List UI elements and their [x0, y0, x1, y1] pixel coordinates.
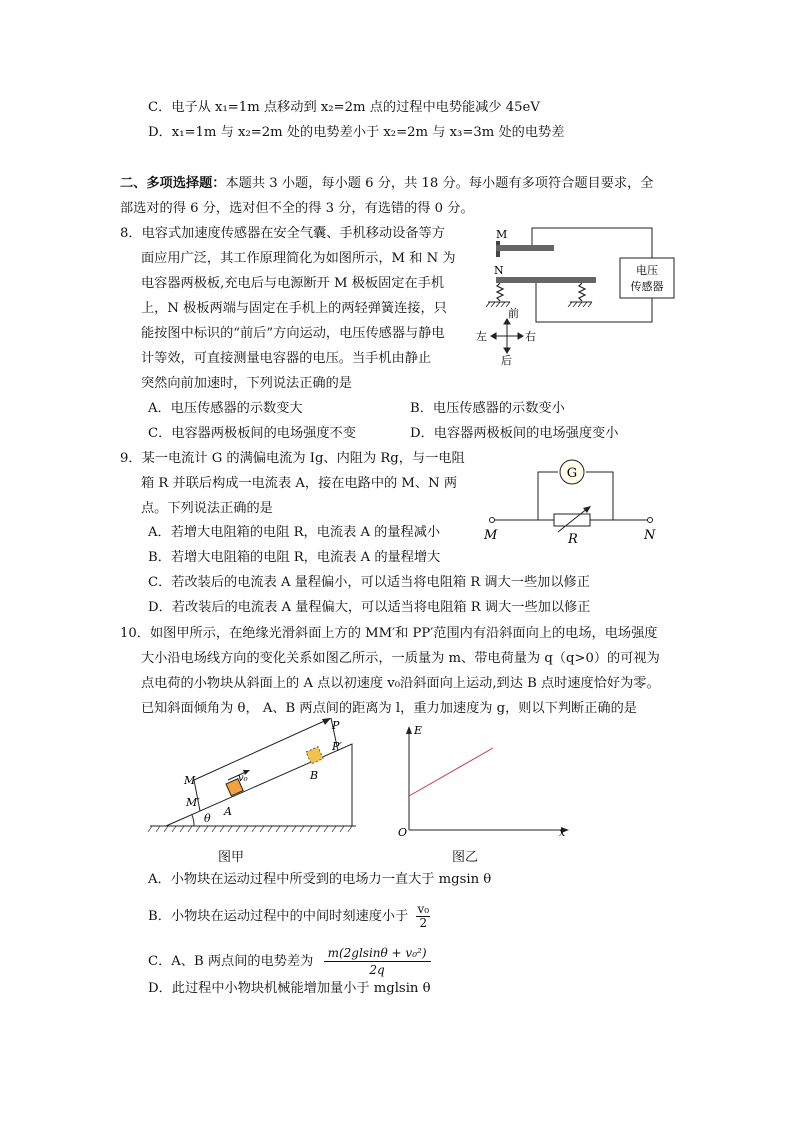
fig-a-caption: 图甲	[218, 850, 245, 865]
fraction-numerator: v₀	[417, 902, 430, 916]
label-a: A	[224, 805, 232, 818]
label-x: x	[559, 826, 566, 839]
q10-option-d: D．此过程中小物块机械能增加量小于 mglsin θ	[148, 981, 431, 996]
incline-figure	[146, 718, 371, 843]
q8-line: 电容器两极板,充电后与电源断开 M 极板固定在手机	[141, 276, 445, 291]
label-e: E	[414, 724, 423, 737]
q10-option-c-text: C．A、B 两点间的电势差为	[148, 954, 314, 969]
q10-line: 已知斜面倾角为 θ， A、B 两点间的距离为 l，重力加速度为 g，则以下判断正确的是	[141, 701, 637, 716]
section2-line1	[120, 175, 653, 193]
q10-line: 点电荷的小物块从斜面上的 A 点以初速度 v₀沿斜面向上运动,到达 B 点时速度恰好为零。	[141, 676, 660, 691]
q10-option-c	[148, 945, 431, 978]
label-n: N	[494, 264, 504, 277]
spring-right	[579, 283, 585, 301]
q10-option-b	[148, 903, 430, 930]
q10-line: 10．如图甲所示，在绝缘光滑斜面上方的 MM′和 PP′范围内有沿斜面向上的电场，电场强度	[120, 626, 658, 641]
q8-line: 计等效，可直接测量电容器的电压。当手机由静止	[141, 351, 432, 366]
q9-line: 点。下列说法正确的是	[141, 501, 273, 516]
q8-line: 突然向前加速时，下列说法正确的是	[141, 376, 352, 391]
label-b: B	[310, 769, 319, 782]
plate-n	[496, 277, 596, 283]
fraction-denominator: 2	[419, 916, 428, 930]
label-g: G	[566, 466, 578, 481]
q8-option-a: A．电压传感器的示数变大	[148, 401, 303, 416]
block-b	[306, 747, 323, 764]
direction-cross	[491, 319, 523, 353]
label-theta: θ	[204, 812, 211, 825]
fraction-potential-difference	[324, 945, 431, 978]
spring-left	[497, 283, 503, 301]
q10-option-a: A．小物块在运动过程中所受到的电场力一直大于 mgsin θ	[148, 872, 492, 887]
field-strength-line	[409, 748, 493, 796]
q10-option-b-text: B．小物块在运动过程中的中间时刻速度小于	[148, 909, 409, 924]
label-right: 右	[525, 330, 536, 343]
label-left: 左	[476, 330, 487, 343]
resistor-box	[554, 514, 590, 526]
q9-line: 9．某一电流计 G 的满偏电流为 Ig、内阻为 Rg，与一电阻	[120, 451, 465, 466]
label-pp: P′	[332, 740, 342, 753]
q10-line: 大小沿电场线方向的变化关系如图乙所示，一质量为 m、带电荷量为 q（q>0）的可视为	[141, 651, 660, 666]
label-m: M	[484, 528, 498, 543]
q8-line: 面应用广泛，其工作原理简化为如图所示，M 和 N 为	[141, 251, 456, 266]
label-n: N	[644, 528, 656, 543]
q9-line: 箱 R 并联后构成一电流表 A，接在电路中的 M、N 两	[141, 476, 458, 491]
q9-option-c: C．若改装后的电流表 A 量程偏小，可以适当将电阻箱 R 调大一些加以修正	[148, 575, 590, 590]
label-m: M	[496, 228, 508, 241]
sensor-label-1: 电压	[636, 264, 658, 277]
section2-rules: 本题共 3 小题，每小题 6 分，共 18 分。每小题有多项符合题目要求，全	[225, 176, 654, 191]
terminal-n	[648, 518, 653, 523]
q9-option-d: D．若改装后的电流表 A 量程偏大，可以适当将电阻箱 R 调大一些加以修正	[148, 600, 591, 615]
terminal-m	[490, 518, 495, 523]
q8-option-c: C．电容器两极板间的电场强度不变	[148, 426, 356, 441]
fraction-denominator: 2q	[369, 963, 385, 977]
label-front: 前	[508, 307, 519, 320]
q8-line: 上，N 极板两端与固定在手机上的两轻弹簧连接，只	[141, 301, 447, 316]
sensor-label-2: 传感器	[630, 280, 664, 293]
label-back: 后	[501, 354, 512, 367]
ground-hatch	[486, 302, 592, 307]
plate-m	[496, 245, 554, 251]
e-x-graph	[395, 718, 575, 843]
q9-option-a: A．若增大电阻箱的电阻 R，电流表 A 的量程减小	[148, 525, 441, 540]
section2-line2: 部选对的得 6 分，选对但不全的得 3 分，有选错的得 0 分。	[120, 201, 474, 216]
wire-g-left	[538, 472, 558, 520]
q8-option-d: D．电容器两极板间的电场强度变小	[410, 426, 619, 441]
section2-heading: 二、多项选择题：	[120, 176, 226, 191]
angle-arc	[192, 815, 194, 826]
q7-option-d: D．x₁=1m 与 x₂=2m 处的电势差小于 x₂=2m 与 x₃=3m 处的电势差	[148, 125, 565, 140]
ground-hatch	[148, 826, 352, 832]
fraction-v0-over-2	[416, 903, 430, 930]
q8-line: 8．电容式加速度传感器在安全气囊、手机移动设备等方	[120, 226, 445, 241]
label-o: O	[398, 826, 408, 839]
label-mp: M′	[186, 796, 200, 809]
capacitor-sensor-figure	[470, 222, 690, 372]
label-m: M	[184, 774, 196, 787]
q8-line: 能按图中标识的“前后”方向运动，电压传感器与静电	[141, 326, 445, 341]
label-p: P	[332, 719, 340, 732]
q9-option-b: B．若增大电阻箱的电阻 R，电流表 A 的量程增大	[148, 550, 441, 565]
label-v0: v₀	[238, 773, 248, 784]
q8-option-b: B．电压传感器的示数变小	[410, 401, 565, 416]
fig-b-caption: 图乙	[452, 850, 479, 865]
q7-option-c: C．电子从 x₁=1m 点移动到 x₂=2m 点的过程中电势能减少 45eV	[148, 100, 540, 115]
galvanometer-circuit-figure	[478, 452, 668, 547]
label-r: R	[568, 532, 578, 547]
fraction-numerator: m(2glsinθ + v₀²)	[324, 945, 431, 962]
wire-g-right	[586, 472, 613, 520]
wire-top	[532, 228, 652, 258]
